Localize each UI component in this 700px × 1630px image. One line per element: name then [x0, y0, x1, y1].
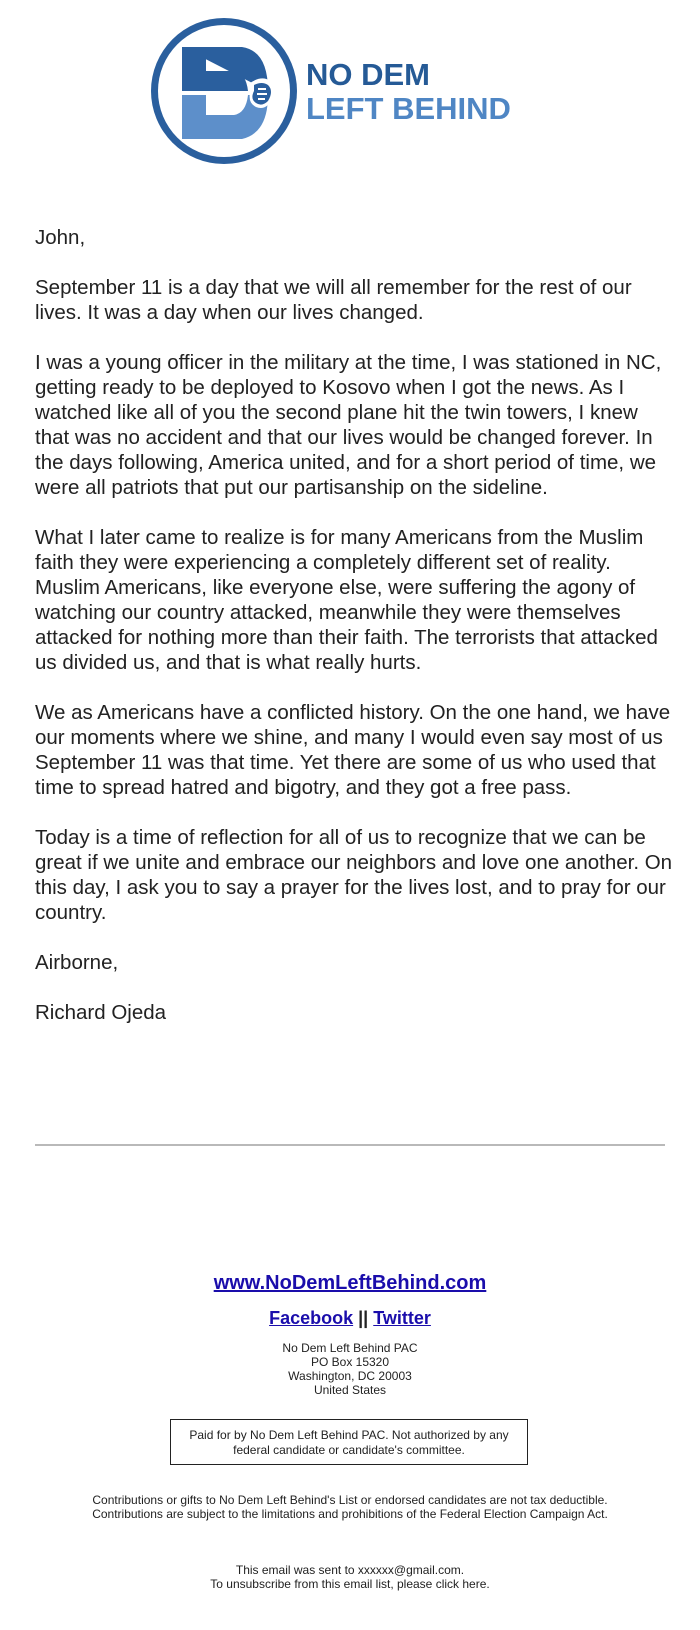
social-separator: ||: [358, 1308, 369, 1328]
address-line: PO Box 15320: [310, 1355, 390, 1369]
legal-line: Contributions or gifts to No Dem Left Behind's List or endorsed candidates are not tax deductible.: [92, 1493, 608, 1507]
paid-for-disclaimer: Paid for by No Dem Left Behind PAC. Not authorized by any federal candidate or candidate's committee.: [170, 1419, 528, 1465]
divider: [35, 1144, 665, 1146]
recipient-email: xxxxxx@gmail.com: [357, 1563, 461, 1577]
address-line: Washington, DC 20003: [288, 1369, 412, 1383]
letter-paragraph: I was a young officer in the military at the time, I was stationed in NC, getting ready to be deployed to Kosovo when I got the news. As I watched like all of you the second plane hit the twin towers, I knew that was no accident and that our lives would be changed forever. In the days following, America united, and for a short period of time, we were all patriots that put our partisanship on the sideline.: [35, 351, 662, 499]
letter-paragraph: What I later came to realize is for many Americans from the Muslim faith they were experiencing a completely different set of reality. Muslim Americans, like everyone else, were suffering the agony of watching our country attacked, meanwhile they were themselves attacked for nothing more than their faith. The terrorists that attacked us divided us, and that is what really hurts.: [35, 526, 658, 674]
social-links: [0, 1308, 700, 1329]
letter-greeting: John,: [35, 226, 86, 249]
unsubscribe-link[interactable]: To unsubscribe from this email list, please click here.: [210, 1577, 490, 1591]
email-notice: [0, 1563, 700, 1591]
letter-paragraph: We as Americans have a conflicted history. On the one hand, we have our moments where we shine, and many I would even say most of us September 11 was that time. Yet there are some of us who used that time to spread hatred and bigotry, and they got a free pass.: [35, 701, 671, 799]
letter-body: [35, 225, 675, 1050]
sent-to-line: [0, 1563, 700, 1577]
mailing-address: [0, 1341, 700, 1397]
letter-paragraph: September 11 is a day that we will all remember for the rest of our lives. It was a day when our lives changed.: [35, 276, 632, 324]
brand-name-line1: NO DEM: [306, 57, 430, 92]
address-line: United States: [313, 1383, 387, 1397]
letter-signature: Richard Ojeda: [35, 1001, 167, 1024]
sent-suffix: .: [460, 1563, 465, 1577]
legal-notice: [0, 1493, 700, 1521]
website-link[interactable]: www.NoDemLeftBehind.com: [213, 1272, 487, 1294]
letter-closing: Airborne,: [35, 951, 119, 974]
letter-paragraph: Today is a time of reflection for all of us to recognize that we can be great if we unite and embrace our neighbors and love one another. On this day, I ask you to say a prayer for the lives lost, and to pray for our country.: [35, 826, 673, 924]
brand-name-line2: LEFT BEHIND: [306, 91, 511, 126]
facebook-link[interactable]: Facebook: [269, 1308, 354, 1328]
website-row: [0, 1272, 700, 1295]
legal-line: Contributions are subject to the limitations and prohibitions of the Federal Election Campaign Act.: [92, 1507, 608, 1521]
sent-prefix: This email was sent to: [235, 1563, 358, 1577]
logo-emblem-icon: [150, 15, 305, 170]
address-line: No Dem Left Behind PAC: [282, 1341, 418, 1355]
twitter-link[interactable]: Twitter: [373, 1308, 431, 1328]
logo: [150, 15, 530, 170]
